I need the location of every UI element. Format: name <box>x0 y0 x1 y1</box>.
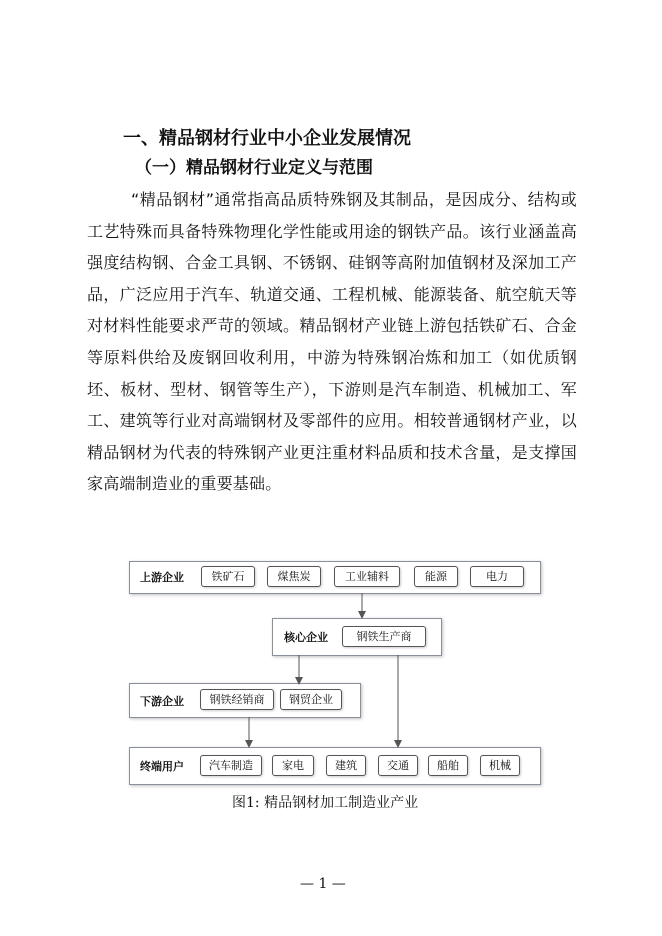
section-heading: 一、精品钢材行业中小企业发展情况 <box>123 128 411 149</box>
downstream-label: 下游企业 <box>140 695 184 708</box>
upstream-item: 煤焦炭 <box>267 566 321 587</box>
end-user-item: 汽车制造 <box>200 755 262 776</box>
page-number: — 1 — <box>300 876 346 892</box>
downstream-item: 钢铁经销商 <box>200 689 274 710</box>
end-user-item: 船舶 <box>428 755 468 776</box>
end-user-item: 建筑 <box>326 755 366 776</box>
end-user-item: 机械 <box>480 755 520 776</box>
upstream-item: 铁矿石 <box>201 566 255 587</box>
upstream-item: 能源 <box>414 566 458 587</box>
figure-caption: 图1: 精品钢材加工制造业产业 <box>232 795 419 811</box>
upstream-item: 工业辅料 <box>334 566 400 587</box>
end-user-item: 交通 <box>378 755 418 776</box>
downstream-item: 钢贸企业 <box>280 689 342 710</box>
upstream-label: 上游企业 <box>140 571 184 584</box>
upstream-item: 电力 <box>470 566 524 587</box>
paragraph-text: “精品钢材”通常指高品质特殊钢及其制品，是因成分、结构或工艺特殊而具备特殊物理化学性能或用途的钢铁产品。该行业涵盖高强度结构钢、合金工具钢、不锈钢、硅钢等高附加值钢材及深加工产品，广泛应用于汽车、轨道交通、工程机械、能源装备、航空航天等对材料性能要求严苛的领域。精品钢材产业链上游包括铁矿石、合金等原料供给及废钢回收利用，中游为特殊钢冶炼和加工（如优质钢坯、板材、型材、钢管等生产），下游则是汽车制造、机械加工、军工、建筑等行业对高端钢材及零部件的应用。相较普通钢材产业，以精品钢材为代表的特殊钢产业更注重材料品质和技术含量，是支撑国家高端制造业的重要基础。 <box>87 190 577 494</box>
subsection-heading: （一）精品钢材行业定义与范围 <box>135 158 373 178</box>
core-item: 钢铁生产商 <box>342 626 426 647</box>
end-user-item: 家电 <box>272 755 314 776</box>
core-label: 核心企业 <box>284 631 328 644</box>
end-user-label: 终端用户 <box>140 760 184 773</box>
